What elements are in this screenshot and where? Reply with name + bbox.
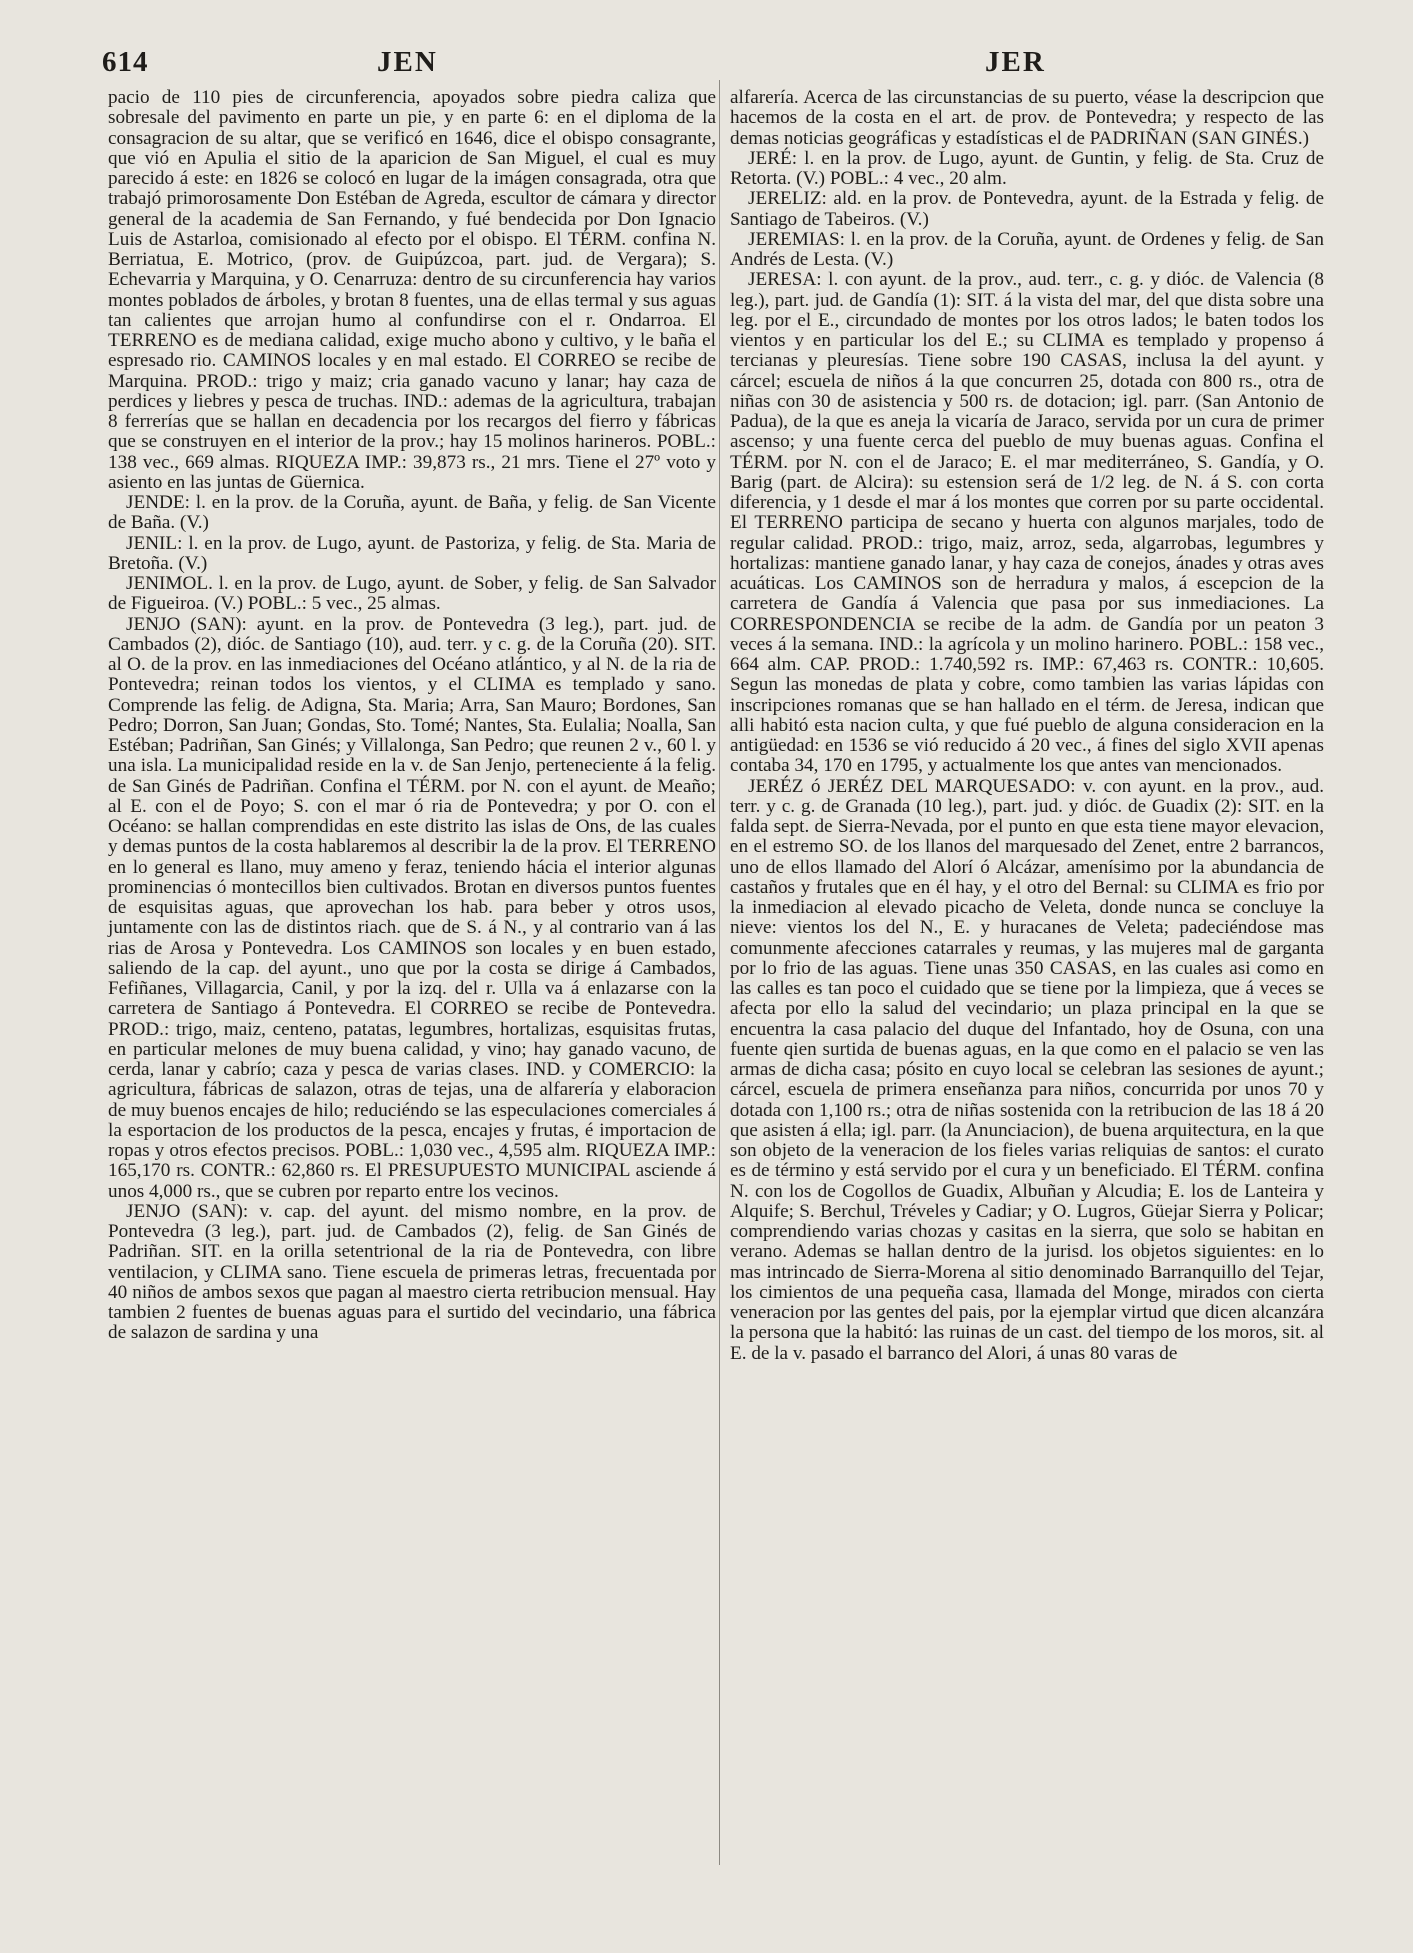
column-divider [719,80,720,1865]
paragraph: pacio de 110 pies de circunferencia, apoyados sobre piedra caliza que sobresale del pavimento en parte un pie, y en parte 6: en el diploma de la consagracion de su altar, que se verificó en 1646, dice el obispo consagrante, que vió en Apulia el sitio de la aparicion de San Miguel, el cual es muy parecido á este: en 1826 se colocó en lugar de la imágen consagrada, otra que trabajó primorosamente Don Estéban de Agreda, escultor de cámara y director general de la academia de San Fernando, y fué bendecida por Don Ignacio Luis de Astarloa, comisionado al efecto por el obispo. El TÉRM. confina N. Berriatua, E. Motrico, (prov. de Guipúzcoa, part. jud. de Vergara); S. Echevarria y Marquina, y O. Cenarruza: dentro de su circunferencia hay varios montes poblados de árboles, y brotan 8 fuentes, una de ellas termal y sus aguas tan calientes que arrojan humo al confundirse con el r. Ondarroa. El TERRENO es de mediana calidad, exige mucho abono y cultivo, y le baña el espresado rio. CAMINOS locales y en mal estado. El CORREO se recibe de Marquina. PROD.: trigo y maiz; cria ganado vacuno y lanar; hay caza de perdices y liebres y pesca de truchas. IND.: ademas de la agricultura, trabajan 8 ferrerías que se hallan en decadencia por los recargos del fierro y fábricas que se construyen en el interior de la prov.; hay 15 molinos harineros. POBL.: 138 vec., 669 almas. RIQUEZA IMP.: 39,873 rs., 21 mrs. Tiene el 27º voto y asiento en las juntas de Güernica. [108,87,716,493]
entry-jeresa: JERESA: l. con ayunt. de la prov., aud. terr., c. g. y dióc. de Valencia (8 leg.), part. jud. de Gandía (1): SIT. á la vista del mar, del que dista sobre una leg. por el E., circundado de montes por los otros lados; le baten todos los vientos y en particular los del E.; su CLIMA es templado y propenso á tercianas y pleuresías. Tiene sobre 190 CASAS, inclusa la del ayunt. y cárcel; escuela de niños á la que concurren 25, dotada con 800 rs., otra de niñas con 30 de asistencia y 500 rs. de dotacion; igl. parr. (San Antonio de Padua), de la que es aneja la vicaría de Jaraco, servida por un cura de primer ascenso; y una fuente cerca del pueblo de muy buenas aguas. Confina el TÉRM. por N. con el de Jaraco; E. el mar mediterráneo, S. Gandía, y O. Barig (part. de Alcira): su estension será de 1/2 leg. de N. á S. con corta diferencia, y 1 desde el mar á los montes que corren por su parte occidental. El TERRENO participa de secano y huerta con algunos marjales, todo de regular calidad. PROD.: trigo, maiz, arroz, seda, algarrobas, legumbres y hortalizas: mantiene ganado lanar, y hay caza de conejos, ánades y otras aves acuáticas. Los CAMINOS son de herradura y malos, á escepcion de la carretera de Gandía á Valencia que pasa por sus inmediaciones. La CORRESPONDENCIA se recibe de la adm. de Gandía por un peaton 3 veces á la semana. IND.: la agrícola y un molino harinero. POBL.: 158 vec., 664 alm. CAP. PROD.: 1.740,592 rs. IMP.: 67,463 rs. CONTR.: 10,605. Segun las monedas de plata y cobre, como tambien las varias lápidas con inscripciones romanas que se han hallado en el térm. de Jeresa, indican que alli habitó esta nacion culta, y que fué pueblo de alguna consideracion en la antigüedad: en 1536 se vió reducido á 20 vec., á fines del siglo XVII apenas contaba 34, 170 en 1795, y actualmente los que antes van mencionados. [730,269,1324,777]
paragraph: alfarería. Acerca de las circunstancias de su puerto, véase la descripcion que hacemos de la costa en el art. de prov. de Pontevedra; y respecto de las demas noticias geográficas y estadísticas el de PADRIÑAN (SAN GINÉS.) [730,87,1324,149]
entry-jende: JENDE: l. en la prov. de la Coruña, ayunt. de Baña, y felig. de San Vicente de Baña. (V.) [108,492,716,534]
entry-jenjo-villa: JENJO (SAN): v. cap. del ayunt. del mismo nombre, en la prov. de Pontevedra (3 leg.), part. jud. de Cambados (2), felig. de San Ginés de Padriñan. SIT. en la orilla setentrional de la ria de Pontevedra, con libre ventilacion, y CLIMA sano. Tiene escuela de primeras letras, frecuentada por 40 niños de ambos sexos que pagan al maestro cierta retribucion mensual. Hay tambien 2 fuentes de buenas aguas para el surtido del vecindario, una fábrica de salazon de sardina y una [108,1200,716,1344]
running-header [0,46,1413,86]
left-column [108,88,716,1344]
right-column [730,88,1324,1364]
entry-jenil: JENIL: l. en la prov. de Lugo, ayunt. de Pastoriza, y felig. de Sta. Maria de Bretoña. (V.) [108,532,716,574]
entry-jenimol: JENIMOL. l. en la prov. de Lugo, ayunt. de Sober, y felig. de San Salvador de Figueiroa. (V.) POBL.: 5 vec., 25 almas. [108,573,716,615]
entry-jeremias: JEREMIAS: l. en la prov. de la Coruña, ayunt. de Ordenes y felig. de San Andrés de Lesta. (V.) [730,228,1324,270]
entry-jere: JERÉ: l. en la prov. de Lugo, ayunt. de Guntin, y felig. de Sta. Cruz de Retorta. (V.) POBL.: 4 vec., 20 alm. [730,147,1324,189]
left-running-head: JEN [377,46,438,78]
entry-jenjo-ayunt: JENJO (SAN): ayunt. en la prov. de Pontevedra (3 leg.), part. jud. de Cambados (2), dióc. de Santiago (10), aud. terr. y c. g. de la Coruña (20). SIT. al O. de la prov. en las inmediaciones del Océano atlántico, y al N. de la ria de Pontevedra; reinan todos los vientos, y el CLIMA es templado y sano. Comprende las felig. de Adigna, Sta. Maria; Arra, San Mauro; Bordones, San Pedro; Dorron, San Juan; Gondas, Sto. Tomé; Nantes, Sta. Eulalia; Noalla, San Estéban; Padriñan, San Ginés; y Villalonga, San Pedro; que reunen 2 v., 60 l. y una isla. La municipalidad reside en la v. de San Jenjo, perteneciente á la felig. de San Ginés de Padriñan. Confina el TÉRM. por N. con el ayunt. de Meaño; al E. con el de Poyo; S. con el mar ó ria de Pontevedra; y por O. con el Océano: se hallan comprendidas en este distrito las islas de Ons, de las cuales y demas puntos de la costa hablaremos al describir la de la prov. El TERRENO en lo general es llano, muy ameno y feraz, teniendo hácia el interior algunas prominencias ó montecillos bien cultivados. Brotan en diversos puntos fuentes de esquisitas aguas, que aprovechan los hab. para beber y otros usos, juntamente con las de distintos riach. que de S. á N., y al contrario van á las rias de Arosa y Pontevedra. Los CAMINOS son locales y en buen estado, saliendo de la cap. del ayunt., uno que por la costa se dirige á Cambados, Fefiñanes, Villagarcia, Canil, y por la izq. del r. Ulla va á enlazarse con la carretera de Santiago á Pontevedra. El CORREO se recibe de Pontevedra. PROD.: trigo, maiz, centeno, patatas, legumbres, hortalizas, esquisitas frutas, en particular melones de muy buena calidad, y vino; hay ganado vacuno, de cerda, lanar y cabrío; caza y pesca de varias clases. IND. y COMERCIO: la agricultura, fábricas de salazon, otras de tejas, una de alfarería y elaboracion de muy buenos encajes de hilo; reduciéndo se las especulaciones comerciales á la esportacion de los productos de la pesca, encajes y frutas, é importacion de ropas y otros efectos precisos. POBL.: 1,030 vec., 4,595 alm. RIQUEZA IMP.: 165,170 rs. CONTR.: 62,860 rs. El PRESUPUESTO MUNICIPAL asciende á unos 4,000 rs., que se cubren por reparto entre los vecinos. [108,613,716,1202]
page-number: 614 [102,46,149,78]
entry-jereliz: JERELIZ: ald. en la prov. de Pontevedra, ayunt. de la Estrada y felig. de Santiago de Tabeiros. (V.) [730,188,1324,230]
right-running-head: JER [985,46,1046,78]
entry-jerez-del-marquesado: JERÉZ ó JERÉZ DEL MARQUESADO: v. con ayunt. en la prov., aud. terr. y c. g. de Granada (10 leg.), part. jud. y dióc. de Guadix (2): SIT. en la falda sept. de Sierra-Nevada, por el punto en que esta tiene mayor elevacion, en el estremo SO. de los llanos del marquesado del Zenet, entre 2 barrancos, uno de ellos llamado del Alorí ó Alcázar, amenísimo por la abundancia de castaños y frutales que en él hay, y el otro del Bernal: su CLIMA es frio por la inmediacion al elevado picacho de Veleta, donde nunca se concluye la nieve: vientos los del N., E. y huracanes de Veleta; padeciéndose mas comunmente afecciones catarrales y reumas, y las mujeres mal de garganta por lo frio de las aguas. Tiene unas 350 CASAS, en las cuales asi como en las calles es tan poco el cuidado que se tiene por la limpieza, que á veces se afecta por ello la salud del vecindario; un plaza principal en la que se encuentra la casa palacio del duque del Infantado, hoy de Osuna, con una fuente qien surtida de buenas aguas, en la que como en el palacio se ven las armas de dicha casa; pósito en cuyo local se celebran las sesiones de ayunt.; cárcel, escuela de primera enseñanza para niños, concurrida por unos 70 y dotada con 1,100 rs.; otra de niñas sostenida con la retribucion de las 18 á 20 que asisten á ella; igl. parr. (la Anunciacion), de buena arquitectura, en la que son objeto de la veneracion de los fieles varias reliquias de santos: el curato es de término y está servido por el cura y un beneficiado. El TÉRM. confina N. con los de Cogollos de Guadix, Albuñan y Alcudia; E. los de Lanteira y Alquife; S. Berchul, Tréveles y Cadiar; y O. Lugros, Güejar Sierra y Policar; comprendiendo varias chozas y casitas en la sierra, que solo se habitan en verano. Ademas se hallan dentro de la jurisd. los objetos siguientes: en lo mas intrincado de Sierra-Morena al sitio denominado Barranquillo del Tejar, los cimientos de una pequeña casa, llamada del Monge, mirados con cierta veneracion por las gentes del pais, por la ejemplar virtud que dicen alcanzára la persona que la habitó: las ruinas de un cast. del tiempo de los moros, sit. al E. de la v. pasado el barranco del Alori, á unas 80 varas de [730,775,1324,1364]
